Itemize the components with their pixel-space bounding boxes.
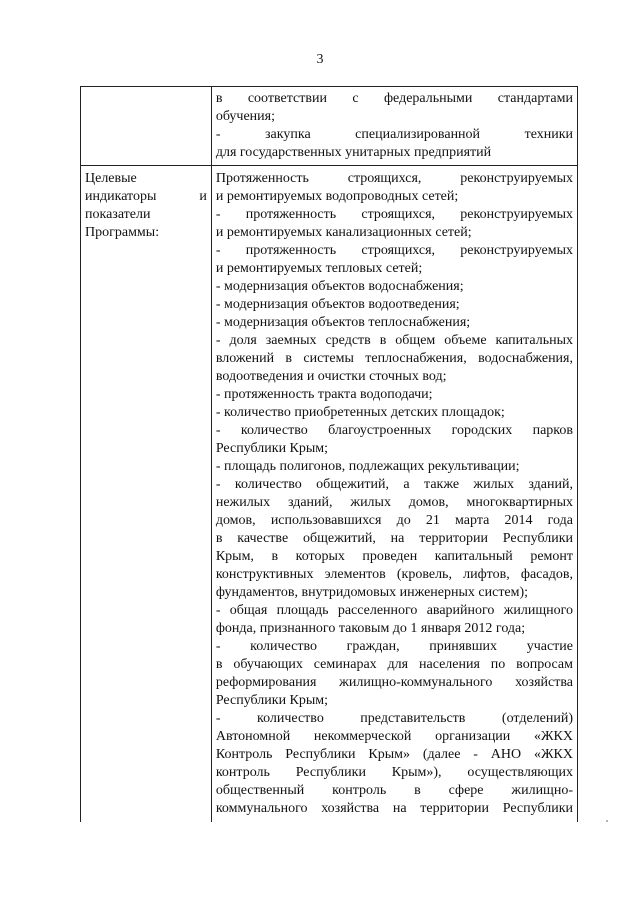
text-line: конструктивных элементов (кровель, лифтов, фасадов, <box>215 567 573 582</box>
text-line: - протяженность тракта водоподачи; <box>215 387 433 402</box>
text-line: Целевые <box>85 171 137 186</box>
text-line: - модернизация объектов водоснабжения; <box>215 279 464 294</box>
table-row-continuation <box>81 87 578 166</box>
text-line: в качестве общежитий, на территории Республики <box>215 531 573 546</box>
text-line: коммунального хозяйства на территории Республики <box>215 801 573 816</box>
row1-right-cell <box>211 87 577 166</box>
text-line: - количество представительств (отделений) <box>215 711 573 726</box>
text-line: и ремонтируемых водопроводных сетей; <box>215 189 459 204</box>
text-line: контроль Республики Крым»), осуществляющих <box>215 765 573 780</box>
text-line: Республики Крым; <box>215 693 329 708</box>
text-line: - протяженность строящихся, реконструируемых <box>215 243 573 258</box>
text-line: - общая площадь расселенного аварийного жилищного <box>215 603 573 618</box>
margin-mark <box>606 820 608 822</box>
text-line: - количество приобретенных детских площадок; <box>215 405 505 420</box>
text-line: в обучающих семинарах для населения по вопросам <box>215 657 573 672</box>
row2-right-cell <box>211 166 577 823</box>
text-line: - модернизация объектов водоотведения; <box>215 297 460 312</box>
text-line: фонда, признанного таковым до 1 января 2012 года; <box>215 621 526 636</box>
text-line: - количество благоустроенных городских парков <box>215 423 573 438</box>
text-line: Программы: <box>85 225 160 240</box>
text-line: - доля заемных средств в общем объеме капитальных <box>215 333 573 348</box>
text-line: общественный контроль в сфере жилищно- <box>215 783 573 798</box>
text-line: - протяженность строящихся, реконструируемых <box>215 207 573 222</box>
text-line: - закупка специализированной техники <box>215 127 573 142</box>
text-line: и ремонтируемых тепловых сетей; <box>215 261 423 276</box>
text-line: и ремонтируемых канализационных сетей; <box>215 225 472 240</box>
text-line: - количество граждан, принявших участие <box>215 639 573 654</box>
page-number: 3 <box>316 52 324 67</box>
text-line: - количество общежитий, а также жилых зданий, <box>215 477 573 492</box>
row1-left-cell <box>81 87 212 166</box>
text-line: - модернизация объектов теплоснабжения; <box>215 315 471 330</box>
text-line: нежилых зданий, жилых домов, многоквартирных <box>215 495 573 510</box>
text-line: в соответствии с федеральными стандартами <box>215 91 573 106</box>
text-line: - площадь полигонов, подлежащих рекультивации; <box>215 459 520 474</box>
text-line: Республики Крым; <box>215 441 329 456</box>
text-line: обучения; <box>215 109 275 124</box>
program-passport-table <box>80 86 578 822</box>
text-line: Протяженность строящихся, реконструируемых <box>215 171 573 186</box>
table-row-target-indicators <box>81 166 578 823</box>
text-line: индикаторы и <box>85 189 207 204</box>
text-line: домов, использовавшихся до 21 марта 2014 года <box>215 513 573 528</box>
text-line: Контроль Республики Крым» (далее - АНО «ЖКХ <box>215 747 573 762</box>
text-line: показатели <box>85 207 151 222</box>
text-line: вложений в системы теплоснабжения, водоснабжения, <box>215 351 573 366</box>
text-line: для государственных унитарных предприятий <box>215 145 492 160</box>
text-line: Автономной некоммерческой организации «ЖКХ <box>215 729 573 744</box>
text-line: реформирования жилищно-коммунального хозяйства <box>215 675 573 690</box>
text-line: Крым, в которых проведен капитальный ремонт <box>215 549 573 564</box>
row2-left-cell <box>81 166 212 823</box>
text-line: фундаментов, внутридомовых инженерных систем); <box>215 585 529 600</box>
text-line: водоотведения и очистки сточных вод; <box>215 369 447 384</box>
